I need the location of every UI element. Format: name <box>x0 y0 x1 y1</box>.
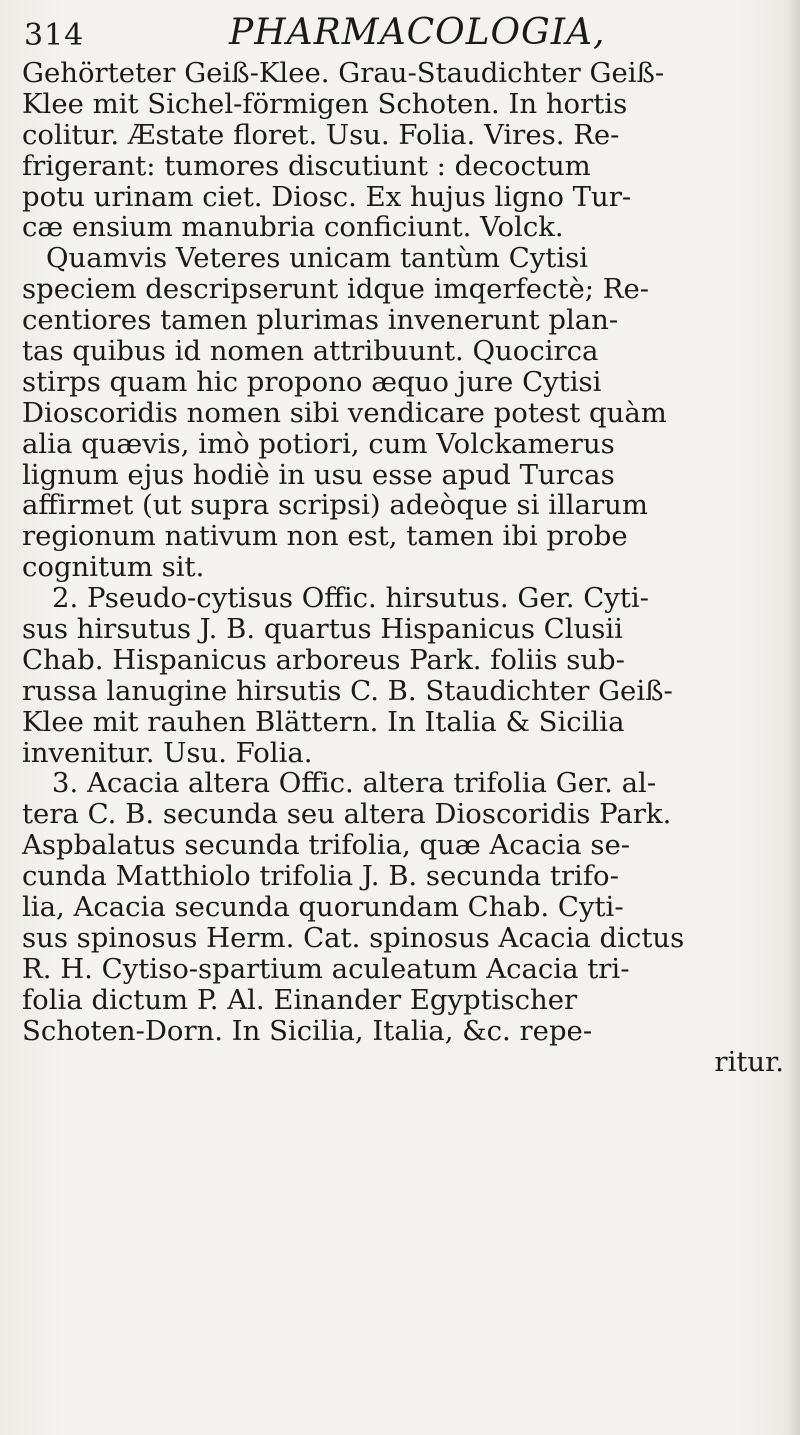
text-line: cunda Matthiolo trifolia J. B. secunda trifo- <box>22 860 619 893</box>
text-line: russa lanugine hirsutis C. B. Staudichter Geiß- <box>22 674 673 707</box>
paragraph-start-line: Quamvis Veteres unicam tantùm Cytisi <box>46 242 589 275</box>
body-text <box>22 58 794 1077</box>
closing-line: ritur. <box>714 1045 784 1078</box>
text-line: Chab. Hispanicus arboreus Park. foliis sub- <box>22 643 625 676</box>
text-line: regionum nativum non est, tamen ibi probe <box>22 520 628 553</box>
text-line: alia quævis, imò potiori, cum Volckamerus <box>22 427 615 460</box>
text-line: Aspbalatus secunda trifolia, quæ Acacia se- <box>22 829 631 862</box>
text-line: centiores tamen plurimas invenerunt plan- <box>22 304 619 337</box>
running-head: PHARMACOLOGIA, <box>229 12 606 53</box>
text-line: Gehörteter Geiß-Klee. Grau-Staudichter Geiß- <box>22 57 665 89</box>
text-line: sus hirsutus J. B. quartus Hispanicus Clusii <box>22 613 623 646</box>
text-line: lignum ejus hodiè in usu esse apud Turcas <box>22 458 615 491</box>
text-line: affirmet (ut supra scripsi) adeòque si illarum <box>22 489 648 522</box>
text-line: frigerant: tumores discutiunt : decoctum <box>22 149 591 182</box>
entry-heading-line: 2. Pseudo-cytisus Offic. hirsutus. Ger. Cyti- <box>52 582 649 615</box>
page-number: 314 <box>24 18 85 53</box>
entry-heading-line: 3. Acacia altera Offic. altera trifolia Ger. al- <box>52 767 657 800</box>
text-line: cæ ensium manubria conficiunt. Volck. <box>22 211 564 244</box>
text-line: Dioscoridis nomen sibi vendicare potest quàm <box>22 396 667 429</box>
text-line: lia, Acacia secunda quorundam Chab. Cyti- <box>22 891 624 924</box>
page-header <box>24 12 760 56</box>
text-line: R. H. Cytiso-spartium aculeatum Acacia tri- <box>22 952 630 985</box>
text-line: colitur. Æstate floret. Usu. Folia. Vires. Re- <box>22 118 620 151</box>
text-line: cognitum sit. <box>22 551 205 584</box>
text-line: invenitur. Usu. Folia. <box>22 736 313 769</box>
text-line: Klee mit rauhen Blättern. In Italia & Sicilia <box>22 705 625 738</box>
text-line: stirps quam hic propono æquo jure Cytisi <box>22 365 602 398</box>
text-line: speciem descripserunt idque imqerfectè; Re- <box>22 273 650 306</box>
text-line: tera C. B. secunda seu altera Dioscoridis Park. <box>22 798 672 831</box>
text-line: Klee mit Sichel-förmigen Schoten. In hortis <box>22 87 628 120</box>
text-line: Schoten-Dorn. In Sicilia, Italia, &c. repe- <box>22 1014 593 1047</box>
text-line: tas quibus id nomen attribuunt. Quocirca <box>22 335 599 368</box>
text-line: folia dictum P. Al. Einander Egyptischer <box>22 983 578 1016</box>
text-line: potu urinam ciet. Diosc. Ex hujus ligno Tur- <box>22 180 632 213</box>
text-line: sus spinosus Herm. Cat. spinosus Acacia dictus <box>22 921 685 954</box>
